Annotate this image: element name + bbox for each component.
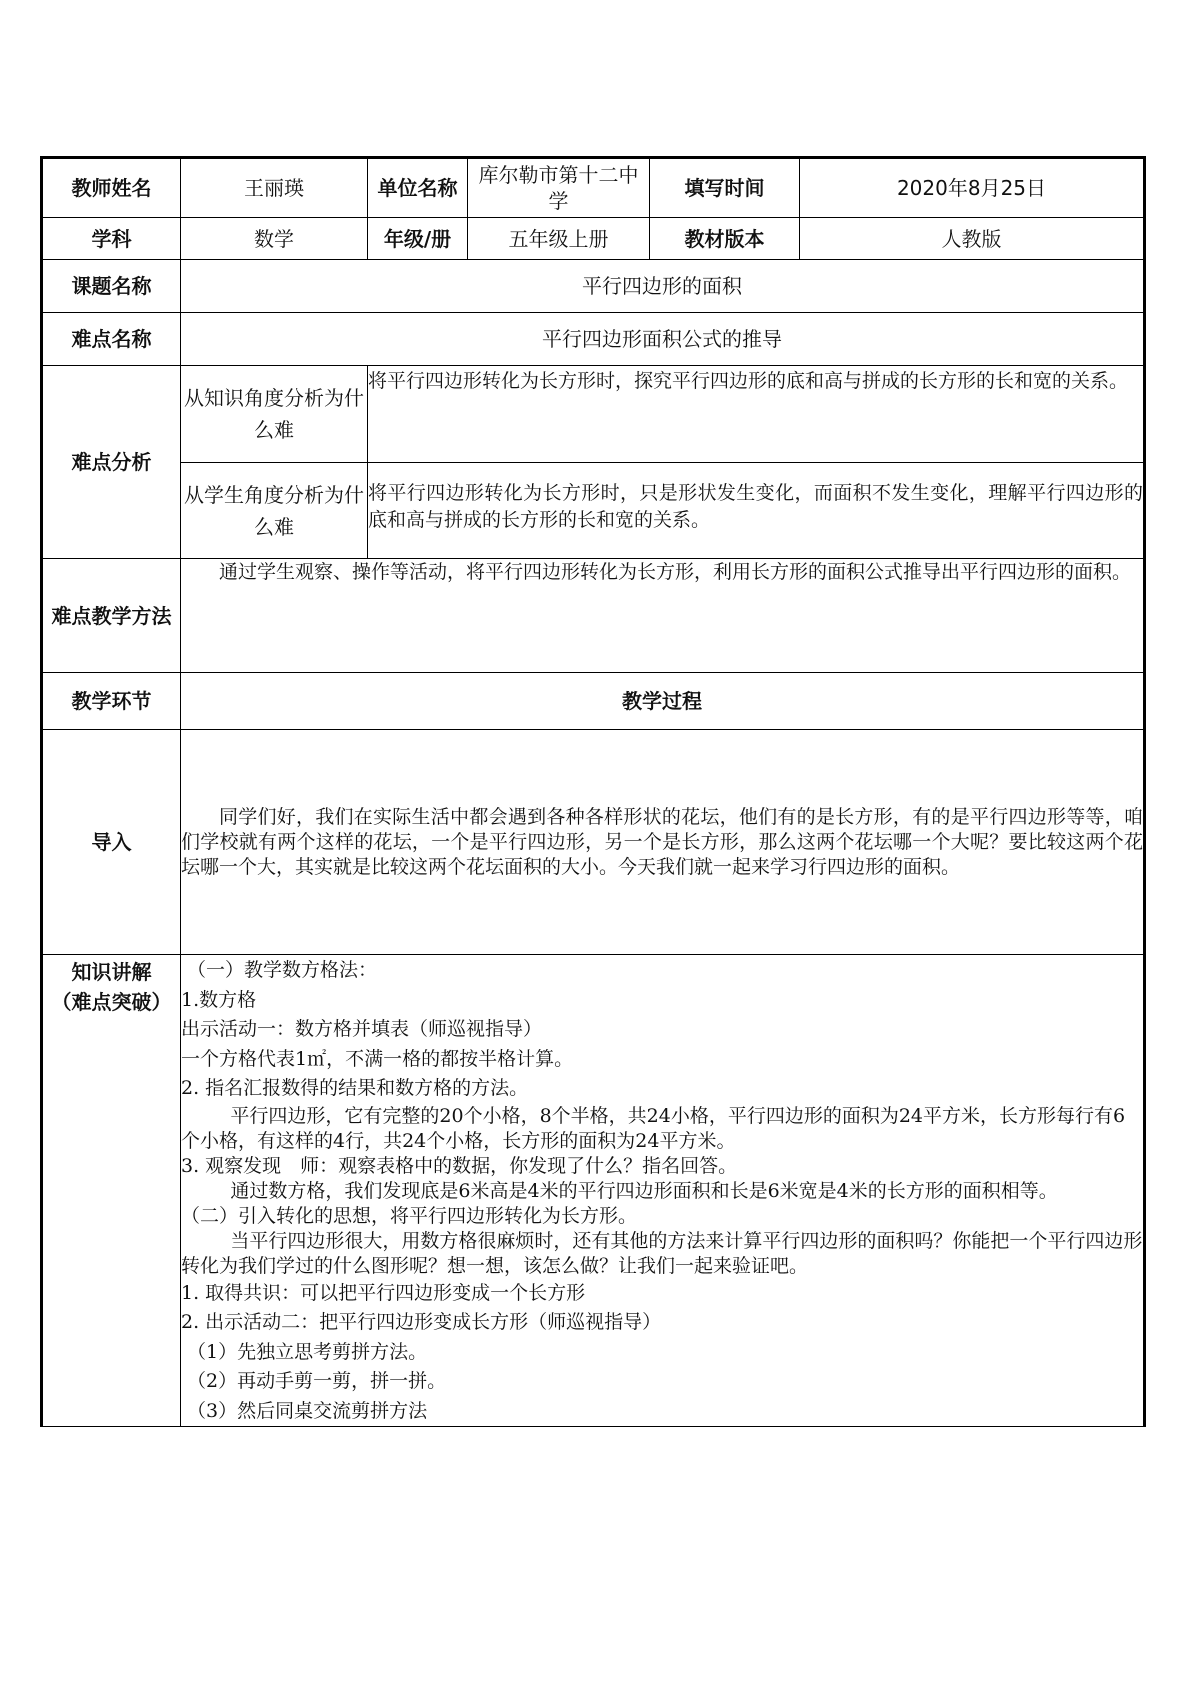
edition-value: 人教版 xyxy=(800,218,1145,260)
student-angle-label: 从学生角度分析为什么难 xyxy=(181,463,368,559)
unit-name-label: 单位名称 xyxy=(368,158,468,218)
difficulty-label: 难点名称 xyxy=(42,313,181,366)
knowledge-label-line2: （难点突破） xyxy=(51,990,172,1014)
student-angle-text: 将平行四边形转化为长方形时，只是形状发生变化，而面积不发生变化，理解平行四边形的底和高与拼成的长方形的长和宽的关系。 xyxy=(368,463,1145,559)
teaching-process-label: 教学过程 xyxy=(181,673,1145,730)
grade-value: 五年级上册 xyxy=(468,218,650,260)
knowledge-line: （2）再动手剪一剪，拼一拼。 xyxy=(187,1370,447,1392)
edition-label: 教材版本 xyxy=(650,218,800,260)
knowledge-row xyxy=(42,955,1145,1427)
knowledge-line: 2. 指名汇报数得的结果和数方格的方法。 xyxy=(181,1077,529,1099)
teacher-name-value: 王丽瑛 xyxy=(181,158,368,218)
intro-row xyxy=(42,730,1145,955)
intro-label: 导入 xyxy=(42,730,181,955)
topic-value: 平行四边形的面积 xyxy=(181,260,1145,313)
analysis-knowledge-row xyxy=(42,366,1145,463)
subject-label: 学科 xyxy=(42,218,181,260)
knowledge-content xyxy=(181,955,1145,1427)
analysis-label: 难点分析 xyxy=(42,366,181,559)
knowledge-line: （1）先独立思考剪拼方法。 xyxy=(187,1340,428,1363)
knowledge-line: 3. 观察发现 师：观察表格中的数据，你发现了什么？指名回答。 xyxy=(181,1154,738,1177)
knowledge-line: 当平行四边形很大，用数方格很麻烦时，还有其他的方法来计算平行四边形的面积吗？你能把一个平行四边形转化为我们学过的什么图形呢？想一想，该怎么做？让我们一起来验证吧。 xyxy=(181,1229,1143,1277)
knowledge-line: 1.数方格 xyxy=(181,988,257,1011)
knowledge-line: 一个方格代表1㎡，不满一格的都按半格计算。 xyxy=(181,1047,574,1070)
topic-label: 课题名称 xyxy=(42,260,181,313)
analysis-student-row xyxy=(42,463,1145,559)
topic-row xyxy=(42,260,1145,313)
difficulty-value: 平行四边形面积公式的推导 xyxy=(181,313,1145,366)
unit-name-value: 库尔勒市第十二中学 xyxy=(468,158,650,218)
subject-value: 数学 xyxy=(181,218,368,260)
fill-date-value: 2020年8月25日 xyxy=(800,158,1145,218)
process-header-row xyxy=(42,673,1145,730)
teacher-name-label: 教师姓名 xyxy=(42,158,181,218)
knowledge-line: 2. 出示活动二：把平行四边形变成长方形（师巡视指导） xyxy=(181,1311,662,1333)
header-row-1 xyxy=(42,158,1145,218)
knowledge-line: 1. 取得共识：可以把平行四边形变成一个长方形 xyxy=(181,1281,586,1304)
method-row xyxy=(42,559,1145,673)
method-text: 通过学生观察、操作等活动，将平行四边形转化为长方形，利用长方形的面积公式推导出平行四边形的面积。 xyxy=(181,559,1145,673)
difficulty-row xyxy=(42,313,1145,366)
knowledge-line: （3）然后同桌交流剪拼方法 xyxy=(187,1399,428,1422)
intro-text: 同学们好，我们在实际生活中都会遇到各种各样形状的花坛，他们有的是长方形，有的是平行四边形等等，咱们学校就有两个这样的花坛，一个是平行四边形，另一个是长方形，那么这两个花坛哪一个大呢？要比较这两个花坛哪一个大，其实就是比较这两个花坛面积的大小。今天我们就一起来学习行四边形的面积。 xyxy=(181,730,1145,955)
lesson-plan-table xyxy=(40,156,1146,1427)
knowledge-line: 通过数方格，我们发现底是6米高是4米的平行四边形面积和长是6米宽是4米的长方形的面积相等。 xyxy=(230,1179,1058,1202)
knowledge-label xyxy=(42,955,181,1427)
grade-label: 年级/册 xyxy=(368,218,468,260)
teaching-stage-label: 教学环节 xyxy=(42,673,181,730)
knowledge-line: （一）教学数方格法： xyxy=(187,959,378,981)
knowledge-line: 平行四边形，它有完整的20个小格，8个半格，共24小格，平行四边形的面积为24平方米，长方形每行有6个小格，有这样的4行，共24个小格，长方形的面积为24平方米。 xyxy=(181,1104,1126,1152)
knowledge-line: 出示活动一：数方格并填表（师巡视指导） xyxy=(181,1018,543,1040)
header-row-2 xyxy=(42,218,1145,260)
fill-date-label: 填写时间 xyxy=(650,158,800,218)
knowledge-label-line1: 知识讲解 xyxy=(71,960,152,984)
knowledge-line: （二）引入转化的思想，将平行四边形转化为长方形。 xyxy=(181,1204,638,1227)
knowledge-angle-label: 从知识角度分析为什么难 xyxy=(181,366,368,463)
knowledge-angle-text: 将平行四边形转化为长方形时，探究平行四边形的底和高与拼成的长方形的长和宽的关系。 xyxy=(368,366,1145,463)
method-label: 难点教学方法 xyxy=(42,559,181,673)
